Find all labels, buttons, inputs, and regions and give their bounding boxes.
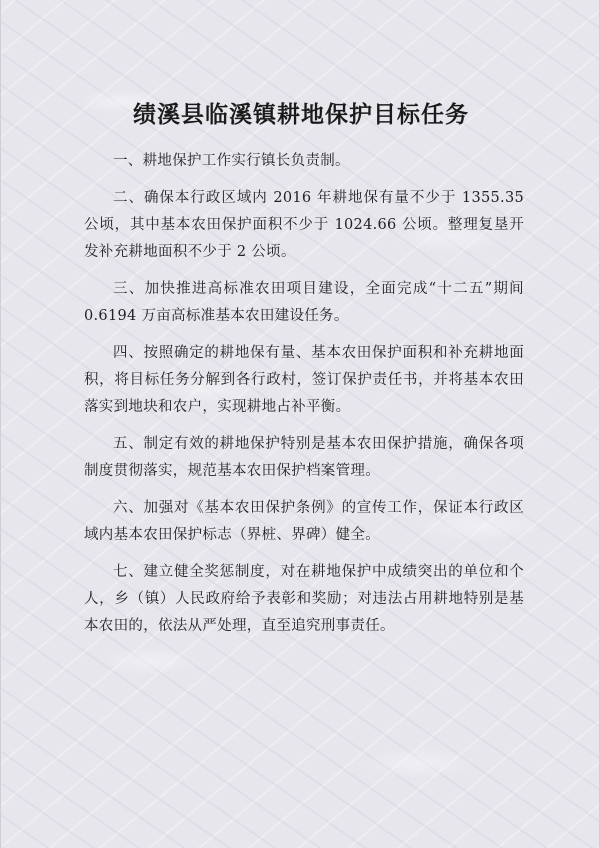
paragraph-4: 四、按照确定的耕地保有量、基本农田保护面积和补充耕地面积，将目标任务分解到各行政村，签订保护责任书，并将基本农田落实到地块和农户，实现耕地占补平衡。 — [84, 345, 524, 415]
paragraph-5: 五、制定有效的耕地保护特别是基本农田保护措施，确保各项制度贯彻落实，规范基本农田保护档案管理。 — [84, 436, 524, 479]
paragraph-6: 六、加强对《基本农田保护条例》的宣传工作，保证本行政区域内基本农田保护标志（界桩、界碑）健全。 — [84, 500, 524, 543]
document-title: 绩溪县临溪镇耕地保护目标任务 — [133, 102, 469, 128]
paragraph-3: 三、加快推进高标准农田项目建设，全面完成“十二五”期间 0.6194 万亩高标准基本农田建设任务。 — [84, 281, 524, 324]
document-body — [84, 148, 524, 650]
paragraph-7: 七、建立健全奖惩制度，对在耕地保护中成绩突出的单位和个人，乡（镇）人民政府给予表彰和奖励；对违法占用耕地特别是基本农田的，依法从严处理，直至追究刑事责任。 — [84, 564, 524, 634]
paragraph-2: 二、确保本行政区域内 2016 年耕地保有量不少于 1355.35 公顷，其中基本农田保护面积不少于 1024.66 公顷。整理复垦开发补充耕地面积不少于 2 公顷。 — [84, 190, 524, 260]
paragraph-1: 一、耕地保护工作实行镇长负责制。 — [113, 153, 350, 169]
